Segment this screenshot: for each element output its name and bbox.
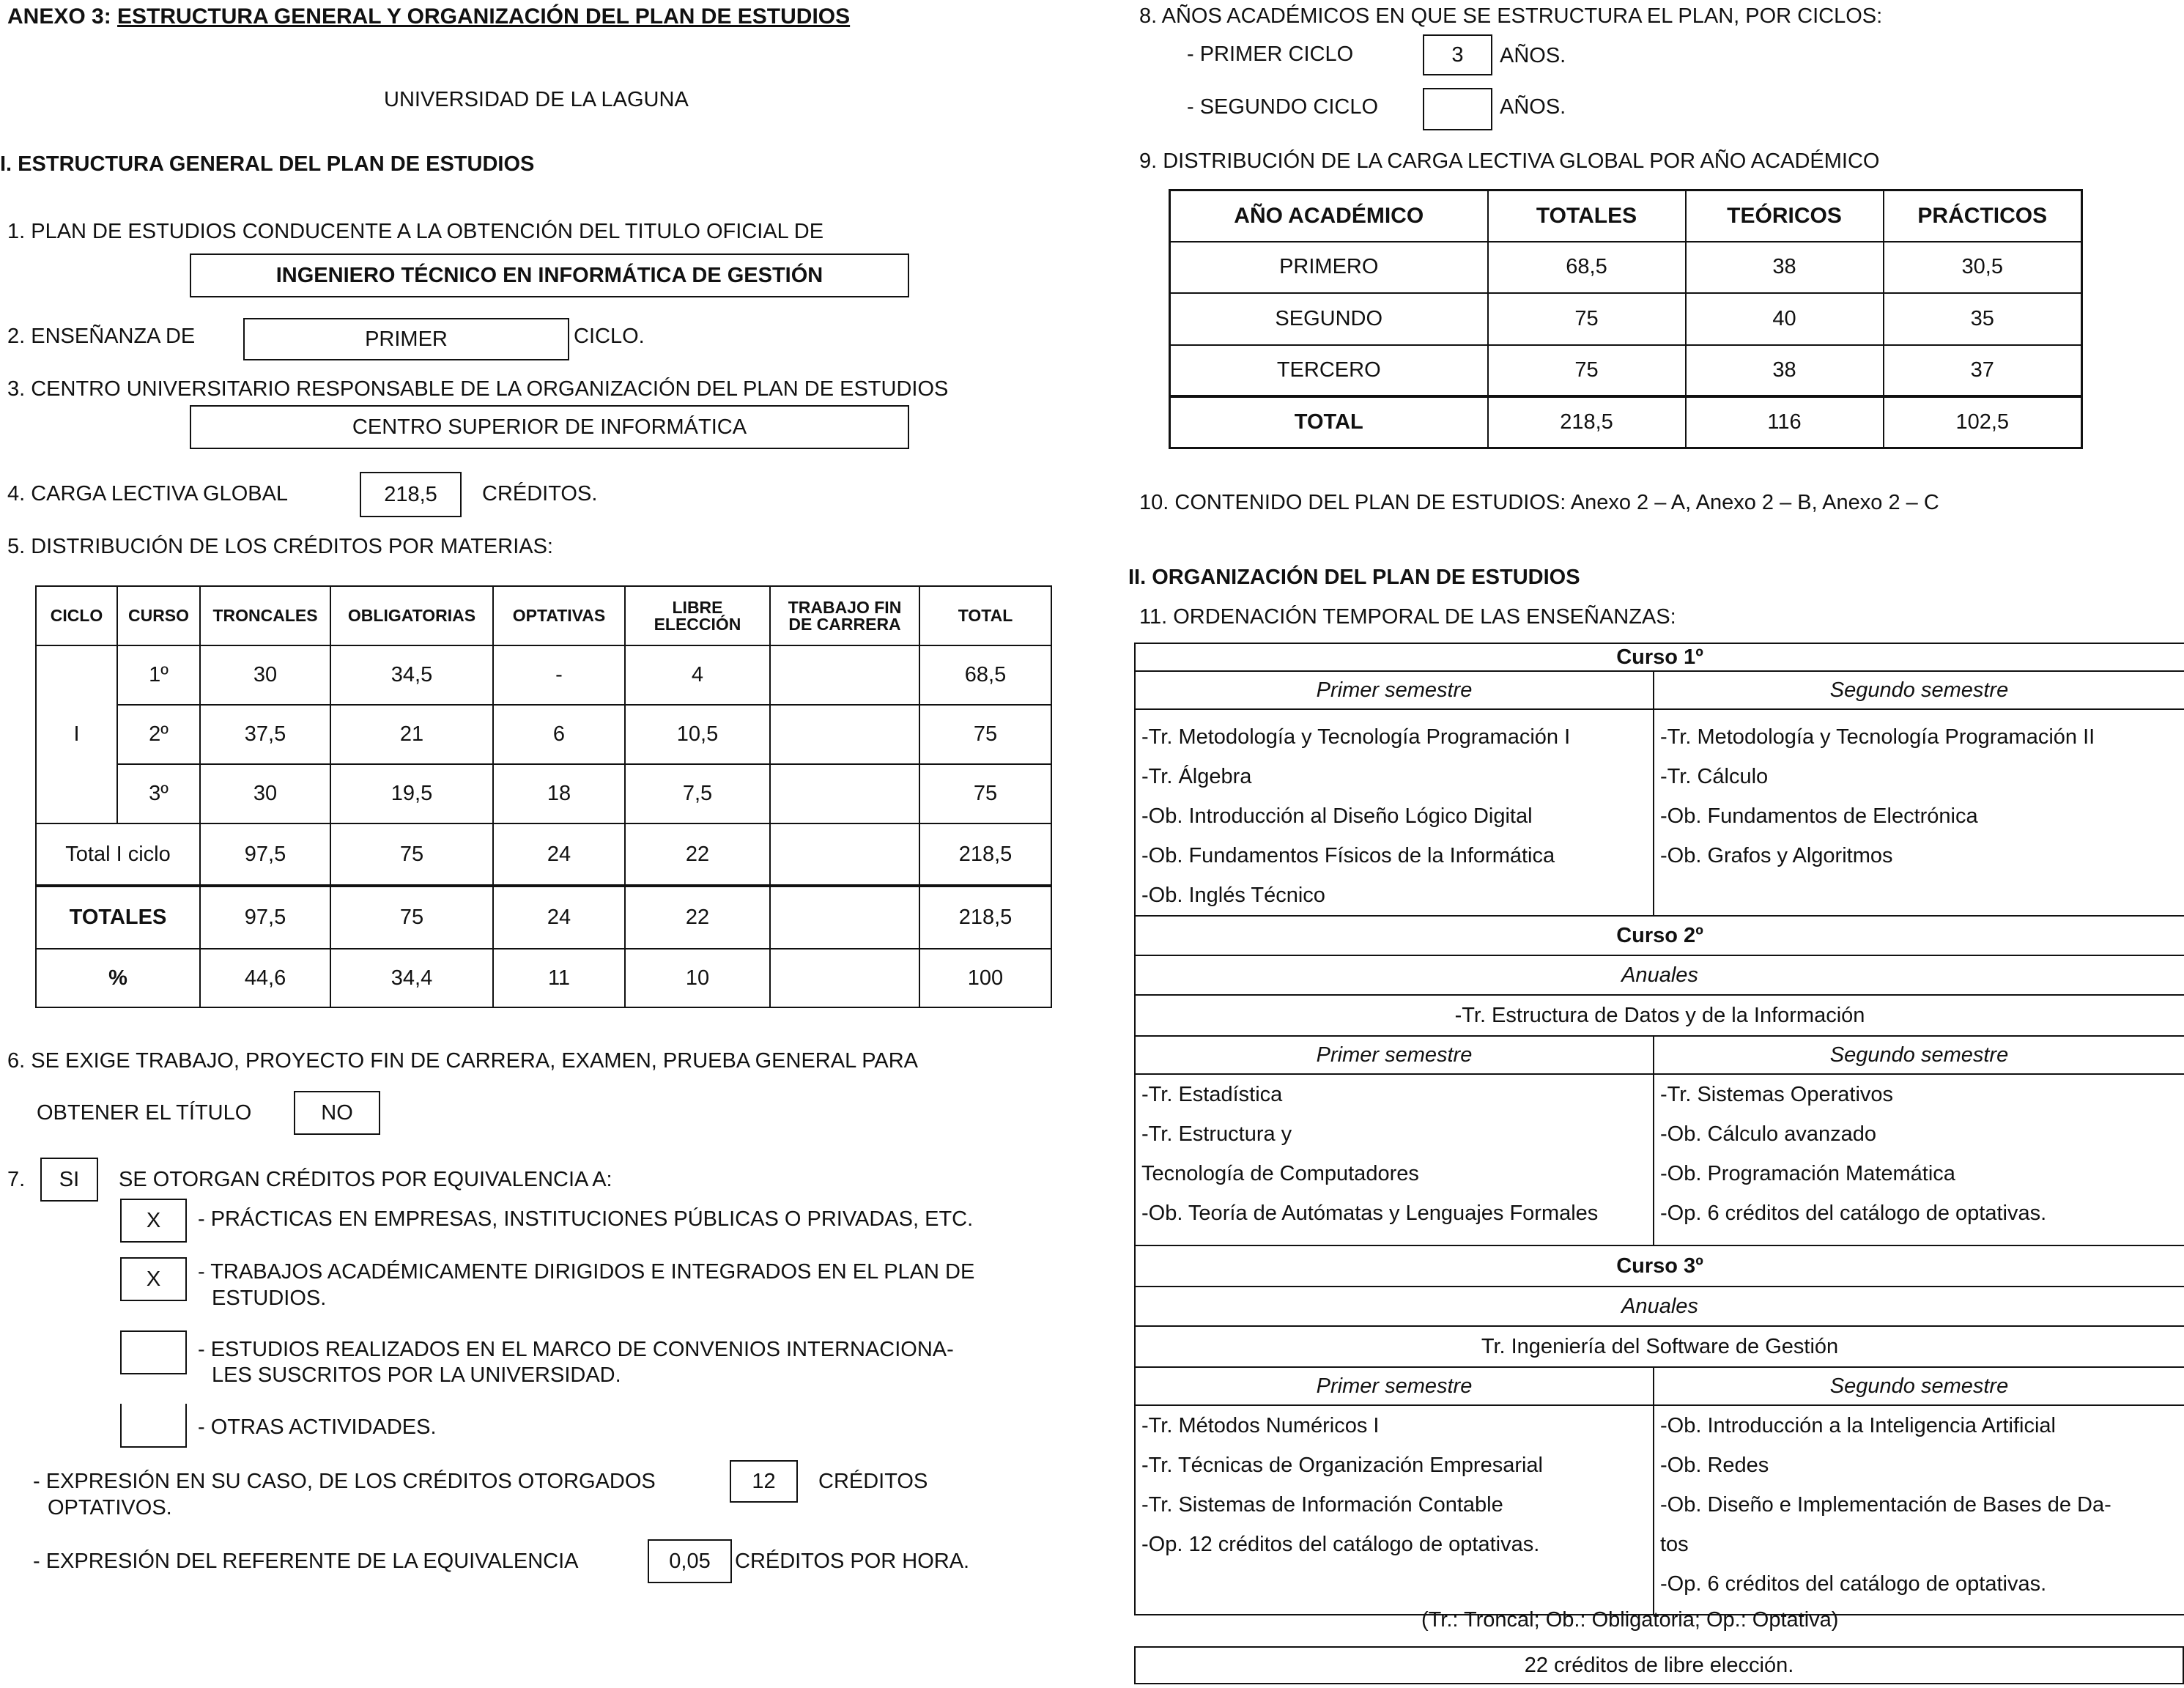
table-cell: 24 [493, 886, 625, 949]
semester-header: Segundo semestre [1654, 671, 2184, 709]
table-cell [770, 823, 919, 886]
q2-label: 2. ENSEÑANZA DE [7, 325, 196, 348]
reference-box: 0,05 [648, 1539, 732, 1583]
list-item: tos [1660, 1533, 1689, 1556]
table-row [36, 645, 1051, 705]
table-cell [770, 645, 919, 705]
q11-label: 11. ORDENACIÓN TEMPORAL DE LAS ENSEÑANZAS: [1139, 605, 1676, 629]
table-header-row [36, 586, 1051, 645]
annex-title: ESTRUCTURA GENERAL Y ORGANIZACIÓN DEL PLAN DE ESTUDIOS [117, 4, 851, 29]
option-checkbox-practicas: X [120, 1199, 187, 1243]
list-item: -Ob. Inglés Técnico [1141, 884, 1325, 907]
q1-degree-box: INGENIERO TÉCNICO EN INFORMÁTICA DE GESTIÓN [190, 253, 909, 297]
segundo-ciclo-suffix: AÑOS. [1500, 95, 1566, 119]
table-cell: 38 [1686, 242, 1884, 293]
table-cell: % [36, 949, 200, 1007]
q7-label: SE OTORGAN CRÉDITOS POR EQUIVALENCIA A: [119, 1168, 612, 1191]
table-cell: 37 [1884, 345, 2082, 396]
q4-suffix: CRÉDITOS. [482, 482, 598, 506]
reference-label: - EXPRESIÓN DEL REFERENTE DE LA EQUIVALENCIA [33, 1550, 579, 1573]
col-header: TRONCALES [200, 586, 330, 645]
table-cell: 97,5 [200, 823, 330, 886]
table-cell: 100 [919, 949, 1051, 1007]
table-cell: 34,5 [330, 645, 493, 705]
table-cell: 116 [1686, 396, 1884, 448]
section-1-title: I. ESTRUCTURA GENERAL DEL PLAN DE ESTUDIOS [0, 152, 535, 176]
table-cell: 75 [1488, 293, 1686, 345]
table-cell: 22 [625, 886, 770, 949]
option-convenios-text: - ESTUDIOS REALIZADOS EN EL MARCO DE CONVENIOS INTERNACIONA- [198, 1338, 954, 1361]
list-item: -Ob. Cálculo avanzado [1660, 1122, 1876, 1146]
col-header: TOTALES [1488, 190, 1686, 242]
table-cell: 102,5 [1884, 396, 2082, 448]
q3-center-box: CENTRO SUPERIOR DE INFORMÁTICA [190, 405, 909, 449]
table-cell: 34,4 [330, 949, 493, 1007]
col-header: TRABAJO FIN DE CARRERA [770, 586, 919, 645]
q10-label: 10. CONTENIDO DEL PLAN DE ESTUDIOS: Anexo 2 – A, Anexo 2 – B, Anexo 2 – C [1139, 491, 1939, 514]
col-header: CICLO [36, 586, 117, 645]
table-row [36, 705, 1051, 764]
semester-header: Segundo semestre [1654, 1036, 2184, 1074]
table-cell: 4 [625, 645, 770, 705]
credits-expression-label: - EXPRESIÓN EN SU CASO, DE LOS CRÉDITOS OTORGADOS [33, 1470, 656, 1493]
table-cell: 11 [493, 949, 625, 1007]
col-header: LIBRE ELECCIÓN [625, 586, 770, 645]
table-cell: 38 [1686, 345, 1884, 396]
table-cell: PRIMERO [1170, 242, 1488, 293]
table-cell: 6 [493, 705, 625, 764]
list-item: -Ob. Diseño e Implementación de Bases de Da- [1660, 1493, 2111, 1517]
table-cell: 18 [493, 764, 625, 823]
table-cell: 44,6 [200, 949, 330, 1007]
q6-label: 6. SE EXIGE TRABAJO, PROYECTO FIN DE CARRERA, EXAMEN, PRUEBA GENERAL PARA [7, 1049, 919, 1073]
table-cell: TERCERO [1170, 345, 1488, 396]
course-schedule-table [1134, 643, 2184, 1615]
table-cell: 75 [919, 764, 1051, 823]
course-2-sem-1-list [1135, 1074, 1654, 1245]
q3-label: 3. CENTRO UNIVERSITARIO RESPONSABLE DE LA ORGANIZACIÓN DEL PLAN DE ESTUDIOS [7, 377, 949, 401]
credits-by-subject-table [35, 585, 1052, 1008]
option-practicas-text: - PRÁCTICAS EN EMPRESAS, INSTITUCIONES PÚBLICAS O PRIVADAS, ETC. [198, 1207, 974, 1231]
table-cell: 30,5 [1884, 242, 2082, 293]
table-row [36, 764, 1051, 823]
primer-ciclo-years-box: 3 [1423, 34, 1492, 75]
q6-answer-box: NO [294, 1091, 380, 1135]
table-cell: 75 [1488, 345, 1686, 396]
table-cell: 68,5 [919, 645, 1051, 705]
q5-label: 5. DISTRIBUCIÓN DE LOS CRÉDITOS POR MATERIAS: [7, 535, 553, 558]
option-trabajos-text-2: ESTUDIOS. [212, 1287, 327, 1310]
free-elective-box: 22 créditos de libre elección. [1134, 1646, 2184, 1684]
list-item: -Tr. Técnicas de Organización Empresarial [1141, 1454, 1543, 1477]
table-cell: 3º [117, 764, 200, 823]
q7-number: 7. [7, 1168, 26, 1191]
university-name: UNIVERSIDAD DE LA LAGUNA [384, 88, 689, 111]
course-1-sem-1-list [1135, 709, 1654, 916]
course-3-annual-subject: Tr. Ingeniería del Software de Gestión [1135, 1326, 2184, 1367]
list-item: -Tr. Metodología y Tecnología Programación II [1660, 725, 2095, 749]
table-cell: 97,5 [200, 886, 330, 949]
table-row [1170, 345, 2082, 396]
q8-label: 8. AÑOS ACADÉMICOS EN QUE SE ESTRUCTURA EL PLAN, POR CICLOS: [1139, 4, 1883, 28]
credits-expression-box: 12 [730, 1460, 798, 1503]
table-cell: - [493, 645, 625, 705]
table-cell: 21 [330, 705, 493, 764]
primer-ciclo-suffix: AÑOS. [1500, 44, 1566, 67]
list-item: -Tr. Álgebra [1141, 765, 1252, 788]
list-item: -Ob. Introducción al Diseño Lógico Digital [1141, 804, 1533, 828]
col-header: TOTAL [919, 586, 1051, 645]
table-cell: 30 [200, 645, 330, 705]
col-header: OBLIGATORIAS [330, 586, 493, 645]
table-cell: 40 [1686, 293, 1884, 345]
list-item: -Ob. Redes [1660, 1454, 1769, 1477]
list-item: -Tr. Métodos Numéricos I [1141, 1414, 1380, 1437]
list-item: -Tr. Estadística [1141, 1083, 1283, 1106]
semester-header: Primer semestre [1135, 671, 1654, 709]
list-item: -Ob. Introducción a la Inteligencia Artificial [1660, 1414, 2056, 1437]
table-cell: TOTALES [36, 886, 200, 949]
legend-text: (Tr.: Troncal; Ob.: Obligatoria; Op.: Optativa) [1421, 1608, 1839, 1632]
table-cell: 218,5 [919, 823, 1051, 886]
primer-ciclo-label: - PRIMER CICLO [1187, 42, 1354, 66]
q9-label: 9. DISTRIBUCIÓN DE LA CARGA LECTIVA GLOBAL POR AÑO ACADÉMICO [1139, 149, 1880, 173]
table-cell [770, 705, 919, 764]
option-convenios-text-2: LES SUSCRITOS POR LA UNIVERSIDAD. [212, 1363, 621, 1387]
table-row [1170, 242, 2082, 293]
list-item: -Tr. Sistemas de Información Contable [1141, 1493, 1503, 1517]
list-item: -Ob. Fundamentos de Electrónica [1660, 804, 1978, 828]
course-3-sem-1-list [1135, 1405, 1654, 1615]
list-item: -Tr. Sistemas Operativos [1660, 1083, 1894, 1106]
q1-label: 1. PLAN DE ESTUDIOS CONDUCENTE A LA OBTENCIÓN DEL TITULO OFICIAL DE [7, 220, 824, 243]
annual-header: Anuales [1135, 955, 2184, 995]
course-3-header: Curso 3º [1135, 1245, 2184, 1287]
section-2-title: II. ORGANIZACIÓN DEL PLAN DE ESTUDIOS [1128, 566, 1580, 589]
list-item: Tecnología de Computadores [1141, 1162, 1419, 1185]
course-2-annual-subject: -Tr. Estructura de Datos y de la Información [1135, 995, 2184, 1036]
option-checkbox-otras [120, 1404, 187, 1448]
table-cell: 2º [117, 705, 200, 764]
table-cell [770, 949, 919, 1007]
course-1-header: Curso 1º [1135, 643, 2184, 671]
table-cell: 10 [625, 949, 770, 1007]
table-cell [770, 886, 919, 949]
annual-header: Anuales [1135, 1287, 2184, 1326]
list-item: -Ob. Grafos y Algoritmos [1660, 844, 1893, 867]
table-cell: 30 [200, 764, 330, 823]
credits-expression-suffix: CRÉDITOS [818, 1470, 928, 1493]
semester-header: Segundo semestre [1654, 1367, 2184, 1405]
table-cell: 75 [330, 823, 493, 886]
option-trabajos-text: - TRABAJOS ACADÉMICAMENTE DIRIGIDOS E INTEGRADOS EN EL PLAN DE [198, 1260, 975, 1284]
table-row-percent [36, 949, 1051, 1007]
table-cell: 7,5 [625, 764, 770, 823]
reference-suffix: CRÉDITOS POR HORA. [735, 1550, 970, 1573]
list-item: -Tr. Cálculo [1660, 765, 1769, 788]
table-cell: 218,5 [919, 886, 1051, 949]
table-cell: 75 [330, 886, 493, 949]
annual-load-table [1169, 189, 2083, 449]
option-checkbox-trabajos: X [120, 1257, 187, 1301]
col-header: TEÓRICOS [1686, 190, 1884, 242]
q4-credits-box: 218,5 [360, 472, 462, 517]
table-cell: 1º [117, 645, 200, 705]
table-cell: 19,5 [330, 764, 493, 823]
table-header-row [1170, 190, 2082, 242]
q2-cycle-box: PRIMER [243, 318, 569, 360]
table-cell: I [36, 645, 117, 823]
list-item: -Tr. Metodología y Tecnología Programación I [1141, 725, 1571, 749]
credits-expression-label-2: OPTATIVOS. [48, 1496, 172, 1519]
col-header: CURSO [117, 586, 200, 645]
q2-suffix: CICLO. [574, 325, 645, 348]
course-3-sem-2-list [1654, 1405, 2184, 1615]
col-header: AÑO ACADÉMICO [1170, 190, 1488, 242]
course-1-sem-2-list [1654, 709, 2184, 916]
option-otras-text: - OTRAS ACTIVIDADES. [198, 1415, 437, 1439]
list-item: -Ob. Fundamentos Físicos de la Informática [1141, 844, 1555, 867]
table-cell [770, 764, 919, 823]
table-cell: 10,5 [625, 705, 770, 764]
q7-answer-box: SI [40, 1158, 98, 1202]
table-cell: TOTAL [1170, 396, 1488, 448]
semester-header: Primer semestre [1135, 1036, 1654, 1074]
list-item: -Op. 12 créditos del catálogo de optativas. [1141, 1533, 1540, 1556]
table-cell: 22 [625, 823, 770, 886]
table-cell: 68,5 [1488, 242, 1686, 293]
table-row-totales [36, 886, 1051, 949]
segundo-ciclo-years-box [1423, 88, 1492, 130]
table-cell: 35 [1884, 293, 2082, 345]
list-item: -Ob. Teoría de Autómatas y Lenguajes Formales [1141, 1202, 1599, 1225]
table-row-total [1170, 396, 2082, 448]
segundo-ciclo-label: - SEGUNDO CICLO [1187, 95, 1379, 119]
option-checkbox-convenios [120, 1330, 187, 1374]
q6-label-2: OBTENER EL TÍTULO [37, 1101, 252, 1125]
list-item: -Op. 6 créditos del catálogo de optativas. [1660, 1202, 2047, 1225]
annex-heading [7, 4, 850, 29]
course-2-sem-2-list [1654, 1074, 2184, 1245]
course-2-header: Curso 2º [1135, 916, 2184, 955]
table-cell: Total I ciclo [36, 823, 200, 886]
col-header: OPTATIVAS [493, 586, 625, 645]
table-cell: 75 [919, 705, 1051, 764]
table-cell: 218,5 [1488, 396, 1686, 448]
list-item: -Tr. Estructura y [1141, 1122, 1292, 1146]
q4-label: 4. CARGA LECTIVA GLOBAL [7, 482, 289, 506]
table-cell: 24 [493, 823, 625, 886]
list-item: -Op. 6 créditos del catálogo de optativas. [1660, 1572, 2047, 1596]
col-header: PRÁCTICOS [1884, 190, 2082, 242]
table-row [1170, 293, 2082, 345]
table-cell: SEGUNDO [1170, 293, 1488, 345]
list-item: -Ob. Programación Matemática [1660, 1162, 1955, 1185]
annex-label: ANEXO 3: [7, 4, 111, 29]
semester-header: Primer semestre [1135, 1367, 1654, 1405]
table-row-total-ciclo [36, 823, 1051, 886]
table-cell: 37,5 [200, 705, 330, 764]
